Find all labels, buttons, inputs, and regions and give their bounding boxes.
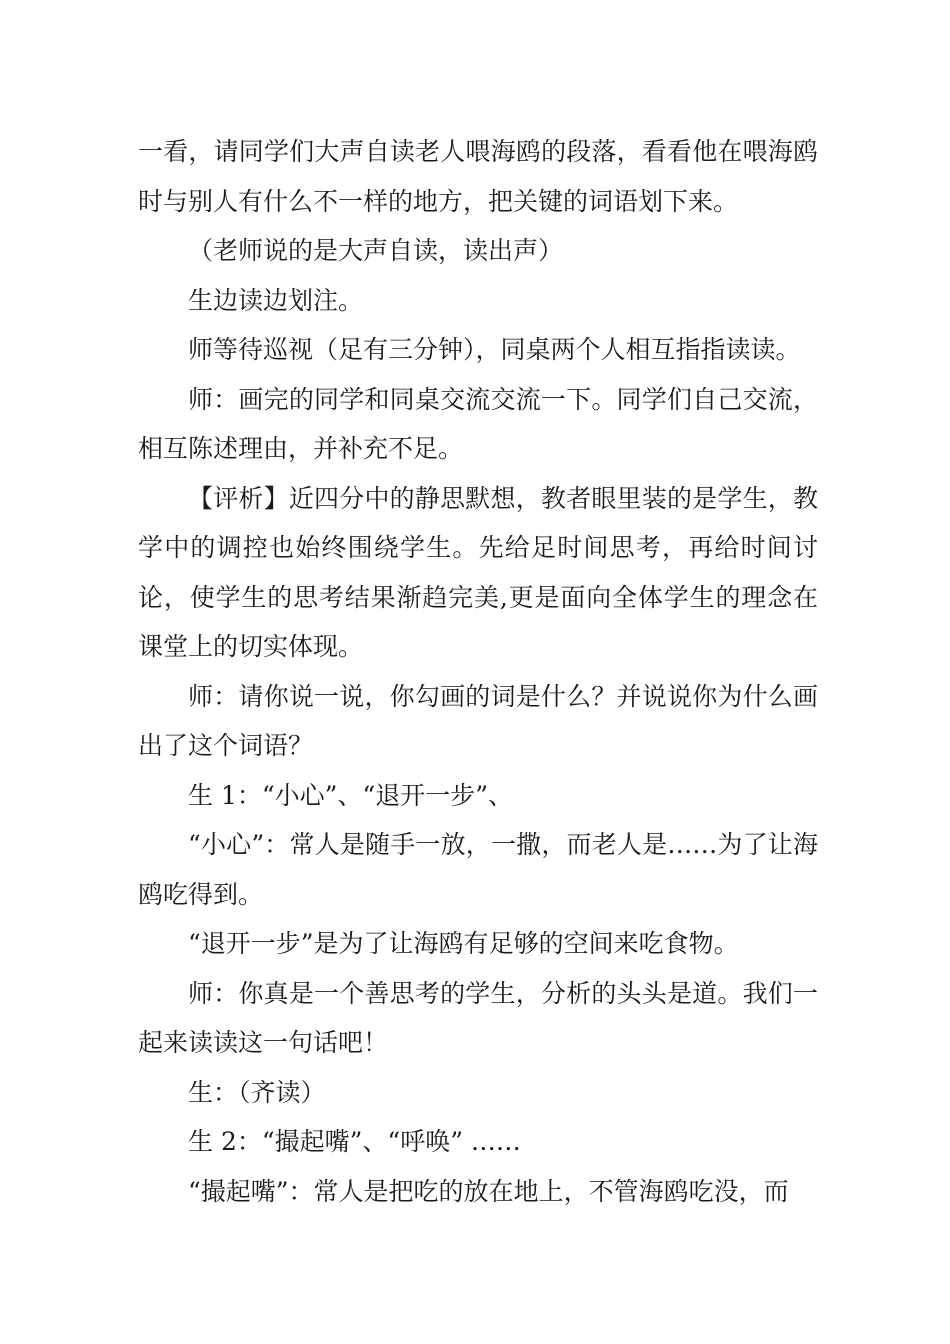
paragraph-14: “撮起嘴”：常人是把吃的放在地上，不管海鸥吃没，而 [188, 1176, 789, 1206]
paragraph-1: 一看，请同学们大声自读老人喂海鸥的段落，看看他在喂海鸥时与别人有什么不一样的地方，把关键的词语划下来。 [138, 137, 818, 216]
paragraph-2: （老师说的是大声自读，读出声） [188, 236, 564, 265]
paragraph-9: “小心”：常人是随手一放，一撒，而老人是……为了让海鸥吃得到。 [138, 830, 818, 909]
paragraph-10: “退开一步”是为了让海鸥有足够的空间来吃食物。 [188, 929, 739, 958]
paragraph-11: 师：你真是一个善思考的学生，分析的头头是道。我们一起来读读这一句话吧！ [138, 978, 818, 1057]
paragraph-6-commentary: 【评析】近四分中的静思默想，教者眼里装的是学生，教学中的调控也始终围绕学生。先给足时间思考，再给时间讨论，使学生的思考结果渐趋完美,更是面向全体学生的理念在课堂上的切实体现。 [138, 483, 818, 661]
document-body [138, 127, 818, 1216]
paragraph-12: 生：（齐读） [188, 1077, 326, 1107]
paragraph-5: 师：画完的同学和同桌交流交流一下。同学们自己交流，相互陈述理由，并补充不足。 [138, 384, 818, 463]
paragraph-4: 师等待巡视（足有三分钟），同桌两个人相互指指读读。 [188, 335, 801, 364]
paragraph-7: 师：请你说一说，你勾画的词是什么？并说说你为什么画出了这个词语？ [138, 681, 818, 760]
paragraph-8: 生 1：“小心”、“退开一步”、 [188, 780, 513, 810]
paragraph-3: 生边读边划注。 [188, 285, 364, 315]
paragraph-13: 生 2：“撮起嘴”、“呼唤” …… [188, 1127, 521, 1156]
